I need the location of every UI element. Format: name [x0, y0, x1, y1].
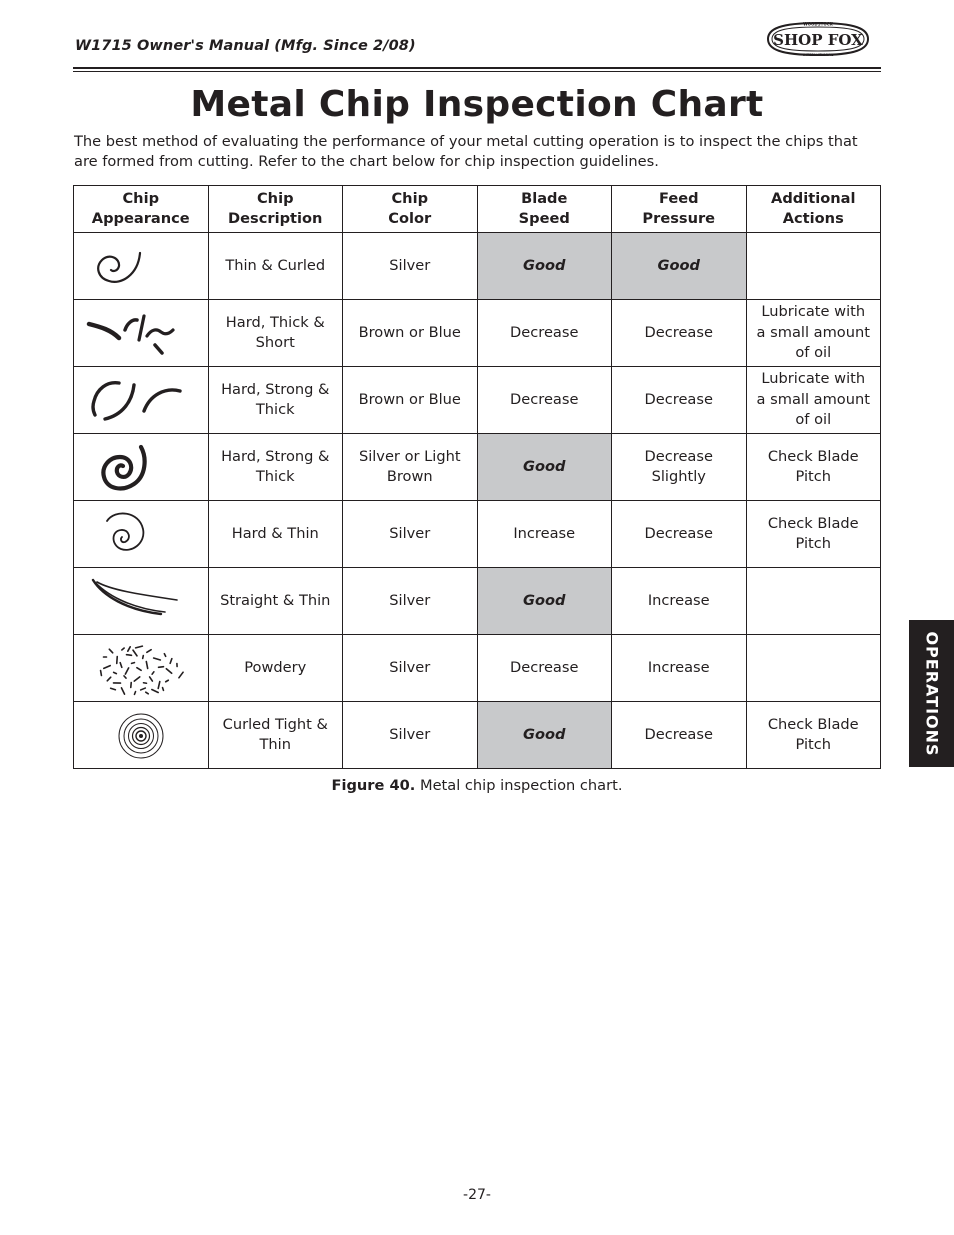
table-row — [74, 635, 881, 702]
chip-description-cell: Curled Tight & Thin — [208, 702, 343, 769]
header-rule-thick — [73, 67, 881, 69]
blade-speed-cell: Good — [477, 233, 612, 300]
powder-chips-icon — [77, 635, 205, 701]
section-tab-label: OPERATIONS — [922, 630, 941, 757]
feed-pressure-cell: Good — [612, 233, 747, 300]
logo-bottom-text: INTERNATIONAL — [802, 53, 834, 57]
chip-color-cell: Silver or Light Brown — [343, 434, 478, 501]
feed-pressure-cell: Decrease — [612, 367, 747, 434]
feed-pressure-cell: Increase — [612, 568, 747, 635]
chip-inspection-table — [73, 185, 881, 769]
chip-description-cell: Hard, Thick & Short — [208, 300, 343, 367]
chip-appearance-cell — [74, 300, 209, 367]
intro-paragraph: The best method of evaluating the performance of your metal cutting operation is to inspect the chips that are formed from cutting. Refer to the chart below for chip inspection guidelines. — [74, 133, 858, 170]
blade-speed-cell: Decrease — [477, 635, 612, 702]
feed-pressure-cell: Decrease Slightly — [612, 434, 747, 501]
blade-speed-cell: Good — [477, 568, 612, 635]
thick-spiral-icon — [77, 434, 205, 500]
straight-chip-icon — [77, 568, 205, 634]
chip-description-cell: Straight & Thin — [208, 568, 343, 635]
blade-speed-cell: Good — [477, 434, 612, 501]
additional-actions-cell — [746, 635, 881, 702]
tight-curl-icon — [77, 702, 205, 768]
chip-color-cell: Silver — [343, 233, 478, 300]
feed-pressure-cell: Increase — [612, 635, 747, 702]
table-row — [74, 300, 881, 367]
page-number: -27- — [463, 1187, 491, 1203]
table-row — [74, 568, 881, 635]
additional-actions-cell — [746, 233, 881, 300]
table-row — [74, 434, 881, 501]
chip-color-cell: Brown or Blue — [343, 300, 478, 367]
header-chip-appearance: Chip Appearance — [74, 186, 209, 233]
header-chip-color: Chip Color — [343, 186, 478, 233]
additional-actions-cell: Lubricate with a small amount of oil — [746, 300, 881, 367]
header-chip-description: Chip Description — [208, 186, 343, 233]
chip-description-cell: Hard, Strong & Thick — [208, 434, 343, 501]
header-additional-actions: Additional Actions — [746, 186, 881, 233]
page-title: Metal Chip Inspection Chart — [190, 84, 764, 125]
figure-caption — [0, 777, 954, 794]
chip-appearance-cell — [74, 635, 209, 702]
additional-actions-cell: Lubricate with a small amount of oil — [746, 367, 881, 434]
shop-fox-logo — [764, 17, 872, 61]
additional-actions-cell: Check Blade Pitch — [746, 702, 881, 769]
chip-color-cell: Silver — [343, 568, 478, 635]
feed-pressure-cell: Decrease — [612, 300, 747, 367]
header-blade-speed: Blade Speed — [477, 186, 612, 233]
section-tab — [909, 620, 954, 767]
chip-color-cell: Silver — [343, 501, 478, 568]
thin-spiral-icon — [77, 501, 205, 567]
short-chips-icon — [77, 300, 205, 366]
chip-description-cell: Thin & Curled — [208, 233, 343, 300]
table-row — [74, 501, 881, 568]
blade-speed-cell: Increase — [477, 501, 612, 568]
additional-actions-cell: Check Blade Pitch — [746, 501, 881, 568]
chip-appearance-cell — [74, 568, 209, 635]
blade-speed-cell: Good — [477, 702, 612, 769]
chip-description-cell: Hard & Thin — [208, 501, 343, 568]
chip-description-cell: Powdery — [208, 635, 343, 702]
table-row — [74, 367, 881, 434]
logo-top-text: WOODSTOCK — [803, 21, 833, 27]
blade-speed-cell: Decrease — [477, 367, 612, 434]
header-feed-pressure: Feed Pressure — [612, 186, 747, 233]
figure-text: Metal chip inspection chart. — [415, 777, 623, 794]
feed-pressure-cell: Decrease — [612, 702, 747, 769]
chip-appearance-cell — [74, 702, 209, 769]
chip-appearance-cell — [74, 434, 209, 501]
additional-actions-cell: Check Blade Pitch — [746, 434, 881, 501]
table-row — [74, 702, 881, 769]
manual-title: W1715 Owner's Manual (Mfg. Since 2/08) — [75, 38, 416, 54]
header-rule-thin — [73, 71, 881, 72]
chip-appearance-cell — [74, 501, 209, 568]
chip-color-cell: Brown or Blue — [343, 367, 478, 434]
chip-color-cell: Silver — [343, 702, 478, 769]
chip-appearance-cell — [74, 367, 209, 434]
table-header-row — [74, 186, 881, 233]
additional-actions-cell — [746, 568, 881, 635]
strong-arc-chips-icon — [77, 367, 205, 433]
feed-pressure-cell: Decrease — [612, 501, 747, 568]
curled-chip-icon — [77, 233, 205, 299]
chip-appearance-cell — [74, 233, 209, 300]
blade-speed-cell: Decrease — [477, 300, 612, 367]
table-row — [74, 233, 881, 300]
figure-label: Figure 40. — [331, 777, 416, 794]
logo-text: SHOP FOX — [773, 31, 863, 49]
chip-color-cell: Silver — [343, 635, 478, 702]
chip-description-cell: Hard, Strong & Thick — [208, 367, 343, 434]
